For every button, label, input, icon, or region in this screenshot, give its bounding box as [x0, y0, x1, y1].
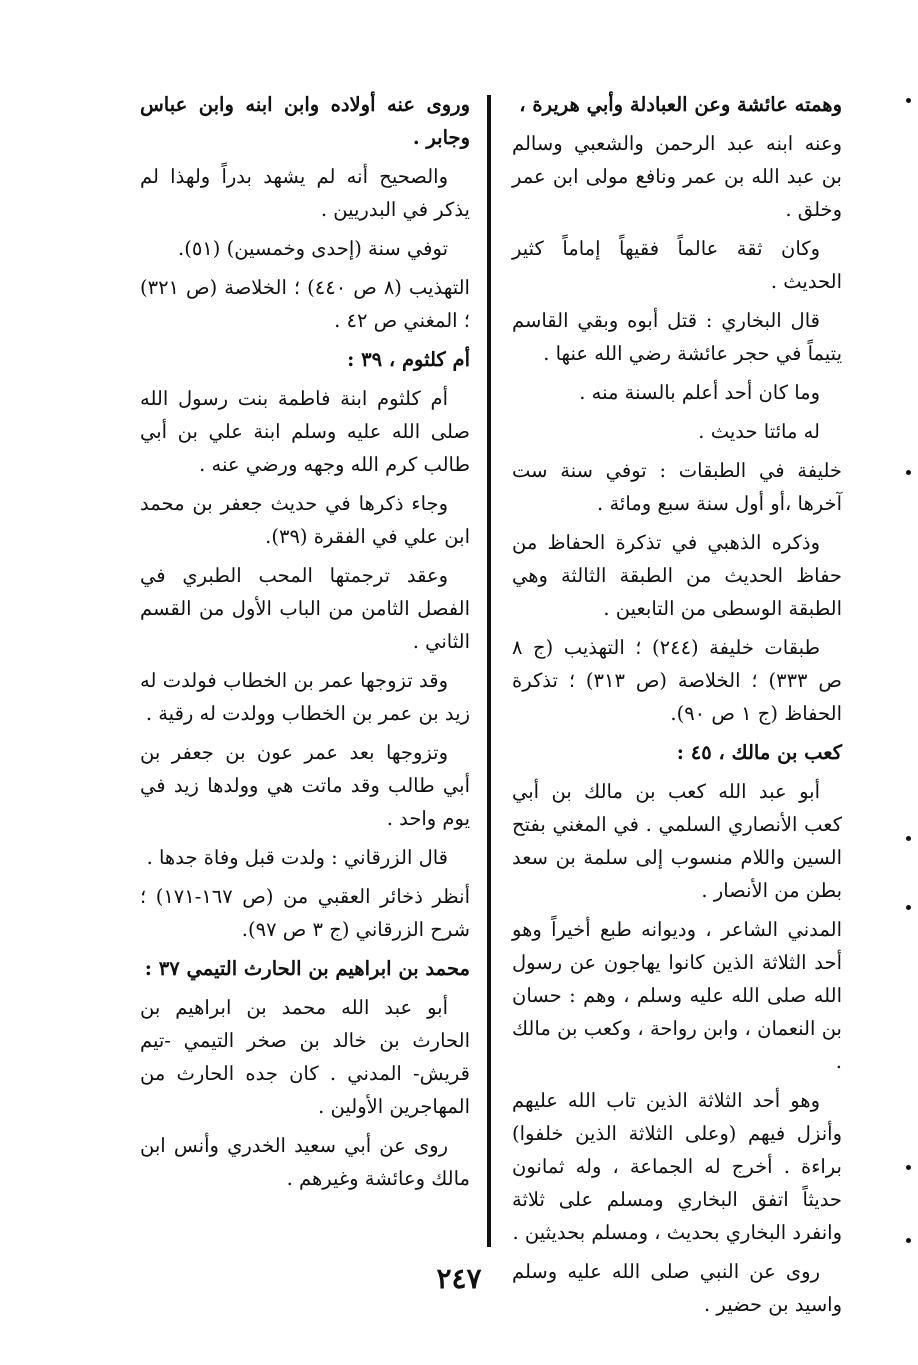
section-heading: أم كلثوم ، ٣٩ :: [347, 348, 470, 371]
paragraph: وذكره الذهبي في تذكرة الحفاظ من حفاظ الحديث من الطبقة الثالثة وهي الطبقة الوسطى من التابعين .: [512, 531, 842, 620]
paragraph: وروى عنه أولاده وابن ابنه وابن عباس وجابر .: [140, 93, 470, 149]
paragraph: قال الزرقاني : ولدت قبل وفاة جدها .: [146, 846, 448, 869]
right-column: [512, 88, 842, 1327]
paragraph: وعنه ابنه عبد الرحمن والشعبي وسالم بن عبد الله بن عمر ونافع مولى ابن عمر وخلق .: [512, 132, 842, 221]
paragraph: وقد تزوجها عمر بن الخطاب فولدت له زيد بن عمر بن الخطاب وولدت له رقية .: [140, 669, 470, 725]
margin-mark: [906, 1165, 911, 1170]
paragraph: روى عن النبي صلى الله عليه وسلم واسيد بن حضير .: [512, 1260, 842, 1316]
paragraph: وكان ثقة عالماً فقيهاً إماماً كثير الحديث .: [512, 237, 842, 293]
left-column: [140, 88, 470, 1201]
column-divider: [487, 95, 491, 1247]
margin-mark: [906, 98, 911, 103]
margin-mark: [906, 470, 911, 475]
page-number: ٢٤٧: [436, 1262, 482, 1295]
paragraph: أنظر ذخائر العقبي من (ص ١٦٧-١٧١) ؛شرح الزرقاني (ج ٣ ص ٩٧).: [140, 885, 470, 941]
paragraph: طبقات خليفة (٢٤٤) ؛ التهذيب (ج ٨ ص ٣٣٣) ؛ الخلاصة (ص ٣١٣) ؛ تذكرة الحفاظ (ج ١ ص ٩٠).: [512, 636, 842, 725]
paragraph: أبو عبد الله كعب بن مالك بن أبي كعب الأنصاري السلمي . في المغني بفتح السين واللام منسوب إلى سلمة بن سعد بطن من الأنصار .: [512, 780, 842, 902]
margin-mark: [906, 1238, 911, 1243]
paragraph: المدني الشاعر ، وديوانه طبع أخيراً وهو أحد الثلاثة الذين كانوا يهاجون عن رسول الله صلى الله عليه وسلم ، وهم : حسان بن النعمان ، وابن رواحة ، وكعب بن مالك .: [512, 918, 842, 1073]
paragraph: والصحيح أنه لم يشهد بدراً ولهذا لم يذكر في البدريين .: [140, 165, 470, 221]
paragraph: خليفة في الطبقات : توفي سنة ست آخرها ،أو أول سنة سبع ومائة .: [512, 459, 842, 515]
paragraph: قال البخاري : قتل أبوه وبقي القاسم يتيماً في حجر عائشة رضي الله عنها .: [512, 309, 842, 365]
paragraph: أبو عبد الله محمد بن ابراهيم بن الحارث بن خالد بن صخر التيمي -تيم قريش- المدني . كان جده الحارث من المهاجرين الأولين .: [140, 996, 470, 1118]
paragraph: له مائتا حديث .: [698, 420, 820, 443]
margin-mark: [906, 905, 911, 910]
paragraph: روى عن أبي سعيد الخدري وأنس ابن مالك وعائشة وغيرهم .: [140, 1134, 470, 1190]
paragraph: وما كان أحد أعلم بالسنة منه .: [579, 381, 820, 404]
paragraph: التهذيب (٨ ص ٤٤٠) ؛ الخلاصة (ص ٣٢١) ؛ المغني ص ٤٢ .: [140, 276, 470, 332]
paragraph: وعقد ترجمتها المحب الطبري في الفصل الثامن من الباب الأول من القسم الثاني .: [140, 564, 470, 653]
paragraph: وهمته عائشة وعن العبادلة وأبي هريرة ،: [519, 93, 842, 116]
paragraph: وتزوجها بعد عمر عون بن جعفر بن أبي طالب وقد ماتت هي وولدها زيد في يوم واحد .: [140, 741, 470, 830]
section-heading: محمد بن ابراهيم بن الحارث التيمي ٣٧ :: [144, 957, 470, 980]
paragraph: توفي سنة (إحدى وخمسين) (٥١).: [178, 237, 448, 260]
margin-mark: [906, 836, 911, 841]
paragraph: أم كلثوم ابنة فاطمة بنت رسول الله صلى الله عليه وسلم ابنة علي بن أبي طالب كرم الله وجهه ورضي عنه .: [140, 387, 470, 476]
section-heading: كعب بن مالك ، ٤٥ :: [676, 741, 842, 764]
paragraph: وهو أحد الثلاثة الذين تاب الله عليهم وأنزل فيهم (وعلى الثلاثة الذين خلفوا) براءة . أخرج له الجماعة ، وله ثمانون حديثاً اتفق البخاري ومسلم على ثلاثة وانفرد البخاري بحديث ، ومسلم بحديثين .: [512, 1089, 842, 1244]
paragraph: وجاء ذكرها في حديث جعفر بن محمد ابن علي في الفقرة (٣٩).: [140, 492, 470, 548]
